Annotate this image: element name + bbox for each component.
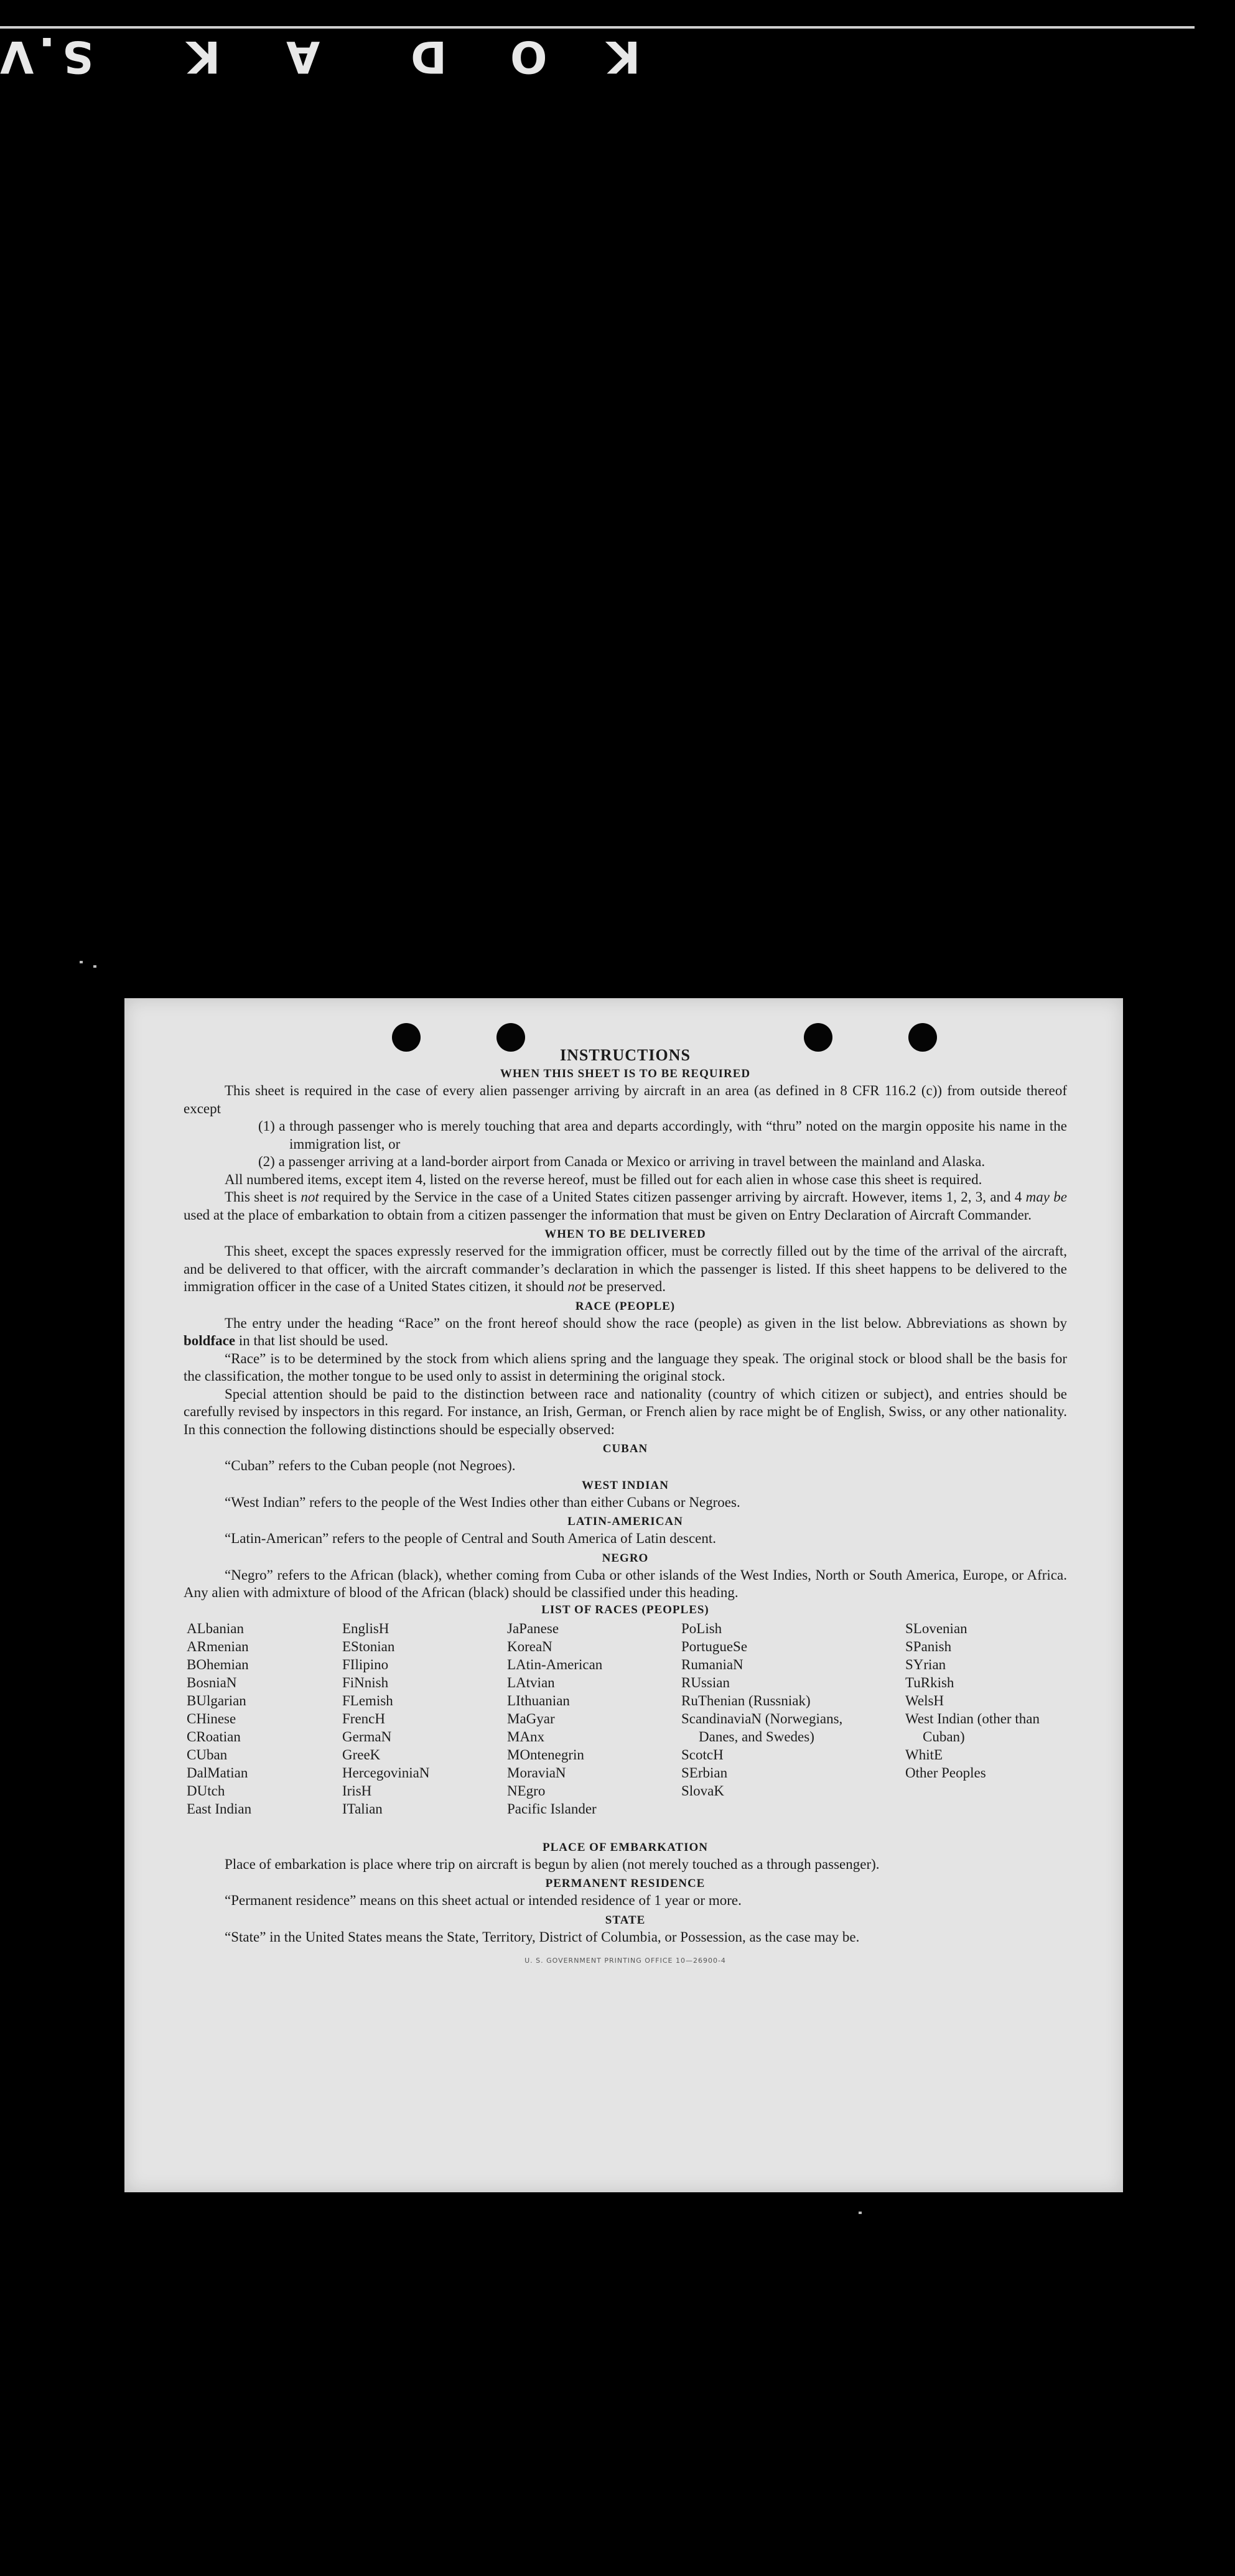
paragraph: “West Indian” refers to the people of the West Indies other than either Cubans or Negroes.	[225, 1494, 740, 1510]
race-entry: CUban	[187, 1746, 228, 1763]
race-entry: DalMatian	[187, 1764, 248, 1781]
paragraph: Place of embarkation is place where trip on aircraft is begun by alien (not merely touched as a through passenger).	[225, 1856, 880, 1872]
races-column	[187, 1619, 336, 1818]
race-entry: RuThenian (Russniak)	[681, 1692, 811, 1708]
races-list	[184, 1619, 1067, 1837]
race-entry: Other Peoples	[905, 1764, 986, 1781]
race-entry: PortugueSe	[681, 1638, 748, 1654]
paragraph: All numbered items, except item 4, listed on the reverse hereof, must be filled out for each alien in whose case this sheet is required.	[225, 1171, 982, 1187]
race-entry: WhitE	[905, 1746, 943, 1763]
race-entry: MOntenegrin	[507, 1746, 584, 1763]
race-entry: SPanish	[905, 1638, 952, 1654]
race-entry: MAnx	[507, 1728, 545, 1744]
race-entry: LAtin-American	[507, 1656, 603, 1672]
section-heading-west-indian: WEST INDIAN	[582, 1478, 669, 1492]
races-column	[905, 1619, 1067, 1782]
paragraph: “Latin-American” refers to the people of Central and South America of Latin descent.	[225, 1531, 716, 1546]
race-entry: JaPanese	[507, 1620, 559, 1636]
film-edge-letter: A	[286, 31, 320, 82]
section-heading-races-list: LIST OF RACES (PEOPLES)	[541, 1603, 709, 1616]
film-edge-letter: .	[39, 27, 55, 78]
race-entry: SlovaK	[681, 1782, 724, 1799]
race-entry: GermaN	[342, 1728, 392, 1744]
paragraph: “Permanent residence” means on this sheet actual or intended residence of 1 year or more.	[225, 1893, 742, 1908]
film-speck	[93, 965, 96, 968]
exception-item-2: (2) a passenger arriving at a land-border airport from Canada or Mexico or arriving in travel between the mainland and Alaska.	[258, 1154, 986, 1169]
race-entry: SLovenian	[905, 1620, 967, 1636]
race-entry: HercegoviniaN	[342, 1764, 430, 1781]
race-entry: FiNnish	[342, 1674, 389, 1690]
film-edge-letter: K	[607, 31, 641, 82]
race-entry: BOhemian	[187, 1656, 249, 1672]
section-heading-negro: NEGRO	[602, 1551, 649, 1565]
section-heading-race: RACE (PEOPLE)	[575, 1299, 676, 1313]
printer-imprint: U. S. GOVERNMENT PRINTING OFFICE 10—26900-4	[524, 1957, 726, 1965]
section-heading-required: WHEN THIS SHEET IS TO BE REQUIRED	[500, 1067, 751, 1080]
paragraph: This sheet, except the spaces expressly reserved for the immigration officer, must be correctly filled out by the time of the arrival of the aircraft, and be delivered to that officer, with the aircraft commander’s declaration in which the passenger is listed. If this sheet happens to be delivered to the immigration officer in the case of a United States citizen, it should not be preserved.	[184, 1243, 1067, 1294]
race-entry: EStonian	[342, 1638, 395, 1654]
film-edge-marking	[0, 27, 684, 87]
race-entry: RUssian	[681, 1674, 730, 1690]
paragraph: The entry under the heading “Race” on the front hereof should show the race (people) as given in the list below. Abbreviations as shown by boldface in that list should be used.	[184, 1315, 1067, 1348]
race-entry: MaGyar	[507, 1710, 555, 1726]
race-entry: BosniaN	[187, 1674, 237, 1690]
race-entry: CHinese	[187, 1710, 236, 1726]
film-edge-letter: O	[510, 31, 548, 82]
film-edge-letter: D	[411, 31, 447, 82]
race-entry: DUtch	[187, 1782, 225, 1799]
film-edge-letter: S	[62, 31, 94, 82]
race-entry: LAtvian	[507, 1674, 555, 1690]
race-entry: NEgro	[507, 1782, 546, 1799]
race-entry: FIlipino	[342, 1656, 389, 1672]
film-speck	[80, 961, 83, 963]
instruction-sheet	[124, 998, 1123, 2192]
paragraph: “Cuban” refers to the Cuban people (not Negroes).	[225, 1458, 516, 1473]
section-heading-latin-american: LATIN-AMERICAN	[567, 1515, 683, 1528]
paragraph: “Race” is to be determined by the stock from which aliens spring and the language they speak. The original stock or blood shall be the basis for the classification, the mother tongue to be used only to assist in determining the original stock.	[184, 1350, 1067, 1384]
race-entry: WelsH	[905, 1692, 944, 1708]
film-speck	[859, 2212, 862, 2214]
section-heading-residence: PERMANENT RESIDENCE	[545, 1877, 706, 1890]
section-heading-state: STATE	[605, 1913, 646, 1927]
race-entry: IrisH	[342, 1782, 372, 1799]
race-entry: LIthuanian	[507, 1692, 570, 1708]
race-entry: ITalian	[342, 1800, 383, 1817]
film-edge-letter: V	[0, 31, 34, 82]
paragraph: Special attention should be paid to the distinction between race and nationality (country of which citizen or subject), and entries should be carefully revised by inspectors in this regard. For instance, an Irish, German, or French alien by race might be of English, Swiss, or any other nationality. In this connection the following distinctions should be especially observed:	[184, 1386, 1067, 1437]
section-heading-cuban: CUBAN	[602, 1442, 648, 1455]
sheet-content	[184, 1045, 1067, 1970]
race-entry: ALbanian	[187, 1620, 244, 1636]
race-entry: RumaniaN	[681, 1656, 743, 1672]
race-entry: FrencH	[342, 1710, 385, 1726]
race-entry: BUlgarian	[187, 1692, 246, 1708]
race-entry: ScotcH	[681, 1746, 724, 1763]
race-entry: SYrian	[905, 1656, 946, 1672]
film-edge-letter: K	[187, 31, 221, 82]
race-entry: CRoatian	[187, 1728, 241, 1744]
document-title: INSTRUCTIONS	[560, 1046, 691, 1064]
race-entry: ARmenian	[187, 1638, 249, 1654]
race-entry: MoraviaN	[507, 1764, 566, 1781]
race-entry: Pacific Islander	[507, 1800, 597, 1817]
races-column	[681, 1619, 868, 1800]
races-column	[342, 1619, 498, 1818]
race-entry: FLemish	[342, 1692, 393, 1708]
film-border-line	[0, 26, 1195, 29]
race-entry: ScandinaviaN (Norwegians, Danes, and Swedes)	[681, 1710, 843, 1744]
race-entry: GreeK	[342, 1746, 381, 1763]
race-entry: PoLish	[681, 1620, 722, 1636]
race-entry: West Indian (other than Cuban)	[905, 1710, 1040, 1744]
race-entry: SErbian	[681, 1764, 728, 1781]
races-column	[507, 1619, 675, 1818]
race-entry: KoreaN	[507, 1638, 552, 1654]
paragraph: This sheet is required in the case of every alien passenger arriving by aircraft in an area (as defined in 8 CFR 116.2 (c)) from outside thereof except	[184, 1083, 1067, 1116]
exception-item-1: (1) a through passenger who is merely touching that area and departs accordingly, with “thru” noted on the margin opposite his name in the immigration list, or	[258, 1118, 1067, 1152]
paragraph: “State” in the United States means the State, Territory, District of Columbia, or Possession, as the case may be.	[225, 1929, 860, 1945]
section-heading-embarkation: PLACE OF EMBARKATION	[543, 1840, 708, 1854]
paragraph: “Negro” refers to the African (black), whether coming from Cuba or other islands of the West Indies, North or South America, Europe, or Africa. Any alien with admixture of blood of the African (black) should be classified under this heading.	[184, 1567, 1067, 1600]
race-entry: EnglisH	[342, 1620, 389, 1636]
section-heading-delivered: WHEN TO BE DELIVERED	[544, 1228, 706, 1241]
race-entry: TuRkish	[905, 1674, 954, 1690]
paragraph: This sheet is not required by the Service in the case of a United States citizen passenger arriving by aircraft. However, items 1, 2, 3, and 4 may be used at the place of embarkation to obtain from a citizen passenger the information that must be given on Entry Declaration of Aircraft Commander.	[184, 1189, 1068, 1223]
race-entry: East Indian	[187, 1800, 252, 1817]
